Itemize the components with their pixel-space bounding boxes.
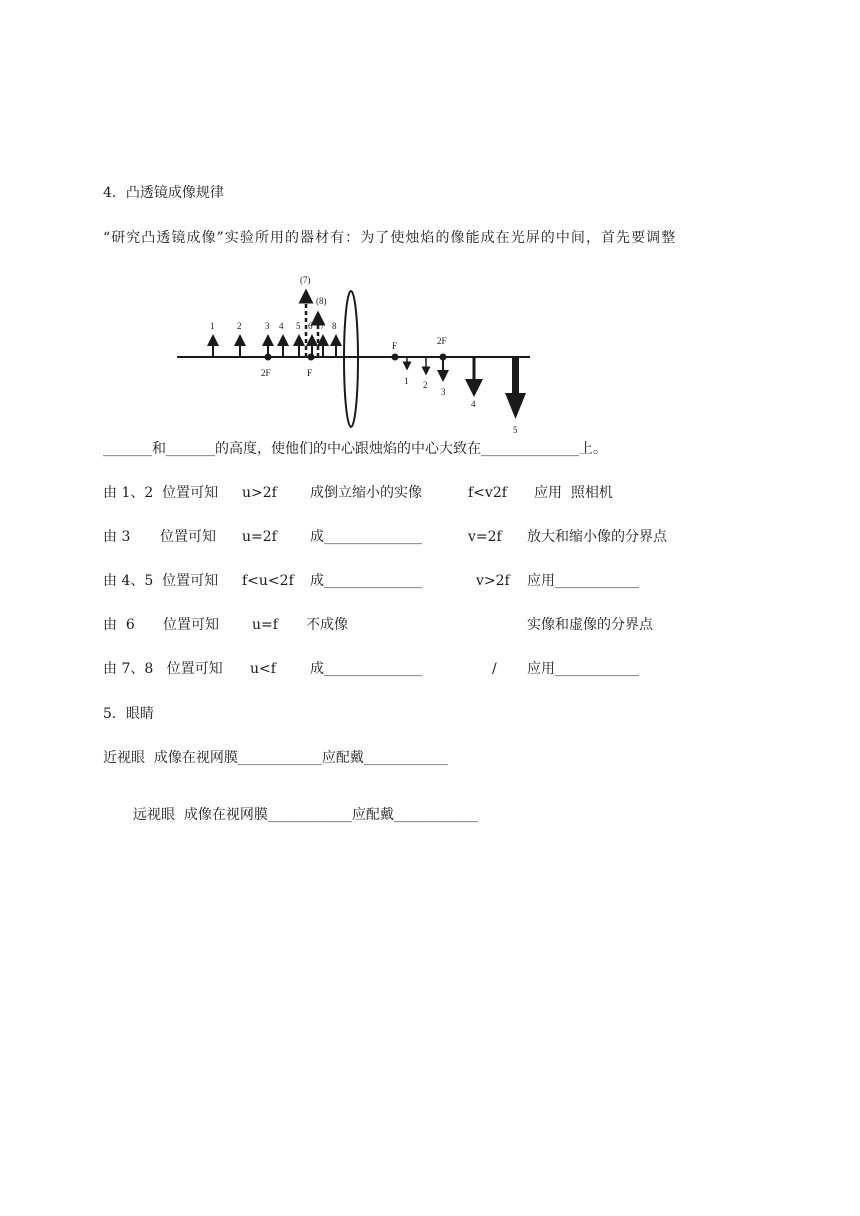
focal-point-f-right bbox=[392, 354, 399, 361]
rule-7-v: / bbox=[492, 661, 497, 677]
rule-1-image: 成倒立缩小的实像 bbox=[310, 485, 422, 501]
object-label-5: 5 bbox=[296, 321, 301, 331]
rule-1-v: f<v2f bbox=[468, 485, 507, 501]
image-label-4: 4 bbox=[471, 399, 476, 409]
rule-6-number: 由 6 bbox=[103, 617, 135, 633]
rule-6-boundary: 实像和虚像的分界点 bbox=[527, 617, 653, 633]
rule-3-u: u=2f bbox=[242, 529, 277, 545]
focal-point-f-left bbox=[308, 354, 315, 361]
rule-4-application-blank: 应用____________ bbox=[527, 573, 639, 589]
focal-point-2f-left bbox=[265, 354, 272, 361]
rule-4-u: f<u<2f bbox=[242, 573, 294, 589]
focal-label-2f-left: 2F bbox=[261, 368, 271, 378]
rule-7-position: 由 7、8 位置可知 bbox=[103, 661, 223, 677]
focal-label-f-right: F bbox=[392, 341, 398, 351]
rule-1-application: 应用 照相机 bbox=[534, 485, 613, 501]
rule-3-v: v=2f bbox=[468, 529, 502, 545]
adjust-height-blank-line: _______和_______的高度，使他们的中心跟烛焰的中心大致在______________上。 bbox=[103, 441, 607, 457]
section-4-intro: “研究凸透镜成像”实验所用的器材有：为了使烛焰的像能成在光屏的中间，首先要调整 bbox=[103, 230, 677, 246]
object-label-7: 7 bbox=[320, 321, 325, 331]
rule-4-position: 由 4、5 位置可知 bbox=[103, 573, 219, 589]
focal-label-2f-right: 2F bbox=[437, 336, 447, 346]
rule-4-image-blank: 成______________ bbox=[310, 573, 422, 589]
rule-7-u: u<f bbox=[250, 661, 276, 677]
rule-1-u: u>2f bbox=[242, 485, 277, 501]
focal-label-f-left: F bbox=[307, 368, 313, 378]
section-4-heading: 4．凸透镜成像规律 bbox=[103, 185, 224, 201]
rule-3-image-blank: 成______________ bbox=[310, 529, 422, 545]
virtual-label-7: (7) bbox=[300, 275, 311, 285]
rule-4-v: v>2f bbox=[476, 573, 510, 589]
object-label-4: 4 bbox=[279, 321, 284, 331]
hyperopia-line: 远视眼 成像在视网膜____________应配戴____________ bbox=[133, 807, 478, 823]
object-label-1: 1 bbox=[210, 321, 215, 331]
image-arrows bbox=[407, 357, 474, 388]
object-label-6: 6 bbox=[308, 321, 313, 331]
image-label-1: 1 bbox=[404, 376, 409, 386]
rule-3-position: 位置可知 bbox=[160, 529, 216, 545]
rule-7-image-blank: 成______________ bbox=[310, 661, 422, 677]
rule-3-number: 由 3 bbox=[103, 529, 131, 545]
rule-6-no-image: 不成像 bbox=[306, 617, 348, 633]
image-label-3: 3 bbox=[441, 387, 446, 397]
section-5-heading: 5．眼睛 bbox=[103, 706, 154, 722]
myopia-line: 近视眼 成像在视网膜____________应配戴____________ bbox=[103, 750, 448, 766]
virtual-label-8: (8) bbox=[316, 296, 327, 306]
image-label-2: 2 bbox=[423, 380, 428, 390]
rule-1-position: 由 1、2 位置可知 bbox=[103, 485, 219, 501]
object-label-2: 2 bbox=[237, 321, 242, 331]
rule-7-application-blank: 应用____________ bbox=[527, 661, 639, 677]
rule-6-position: 位置可知 bbox=[163, 617, 219, 633]
convex-lens-diagram bbox=[0, 268, 860, 448]
rule-3-boundary: 放大和缩小像的分界点 bbox=[527, 529, 667, 545]
image-arrow-5 bbox=[505, 357, 526, 419]
object-label-3: 3 bbox=[265, 321, 270, 331]
image-label-5: 5 bbox=[513, 425, 518, 435]
rule-6-u: u=f bbox=[252, 617, 278, 633]
object-label-8: 8 bbox=[332, 321, 337, 331]
convex-lens bbox=[344, 291, 358, 427]
